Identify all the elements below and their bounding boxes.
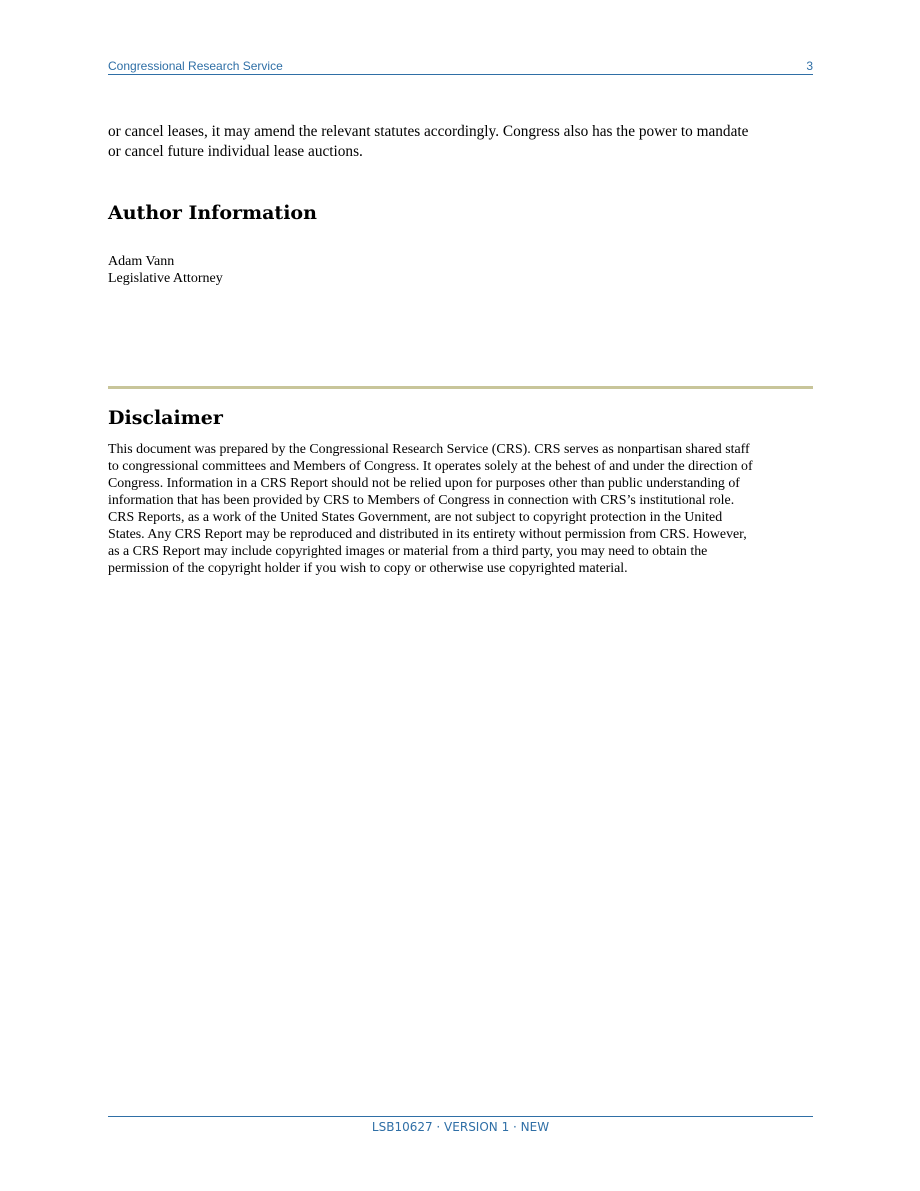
disclaimer-line: CRS Reports, as a work of the United States Government, are not subject to copyright protection in the United (108, 510, 723, 525)
disclaimer-line: permission of the copyright holder if you wish to copy or otherwise use copyrighted material. (108, 561, 628, 576)
author-title: Legislative Attorney (108, 271, 223, 286)
disclaimer-line: information that has been provided by CRS to Members of Congress in connection with CRS’s institutional role. (108, 493, 735, 508)
disclaimer-line: Congress. Information in a CRS Report should not be relied upon for purposes other than public understanding of (108, 476, 740, 491)
disclaimer-line: States. Any CRS Report may be reproduced and distributed in its entirety without permission from CRS. However, (108, 527, 747, 542)
disclaimer-heading: Disclaimer (108, 407, 223, 429)
footer-report-id: LSB10627 · VERSION 1 · NEW (371, 1120, 550, 1134)
disclaimer-text (108, 441, 813, 577)
disclaimer-line: to congressional committees and Members of Congress. It operates solely at the behest of and under the direction of (108, 459, 753, 474)
page-header (108, 58, 813, 75)
author-name: Adam Vann (108, 254, 175, 269)
continued-paragraph (108, 122, 813, 162)
disclaimer-line: This document was prepared by the Congressional Research Service (CRS). CRS serves as nonpartisan shared staff (108, 442, 750, 457)
paragraph-line: or cancel future individual lease auctions. (108, 143, 363, 160)
header-page-number: 3 (806, 59, 813, 73)
disclaimer-divider (108, 386, 813, 389)
author-information-heading: Author Information (108, 202, 317, 224)
header-org-name: Congressional Research Service (108, 59, 283, 73)
footer-divider (108, 1116, 813, 1117)
paragraph-line: or cancel leases, it may amend the relevant statutes accordingly. Congress also has the power to mandate (108, 123, 749, 140)
author-block (108, 253, 223, 287)
disclaimer-line: as a CRS Report may include copyrighted images or material from a third party, you may need to obtain the (108, 544, 708, 559)
